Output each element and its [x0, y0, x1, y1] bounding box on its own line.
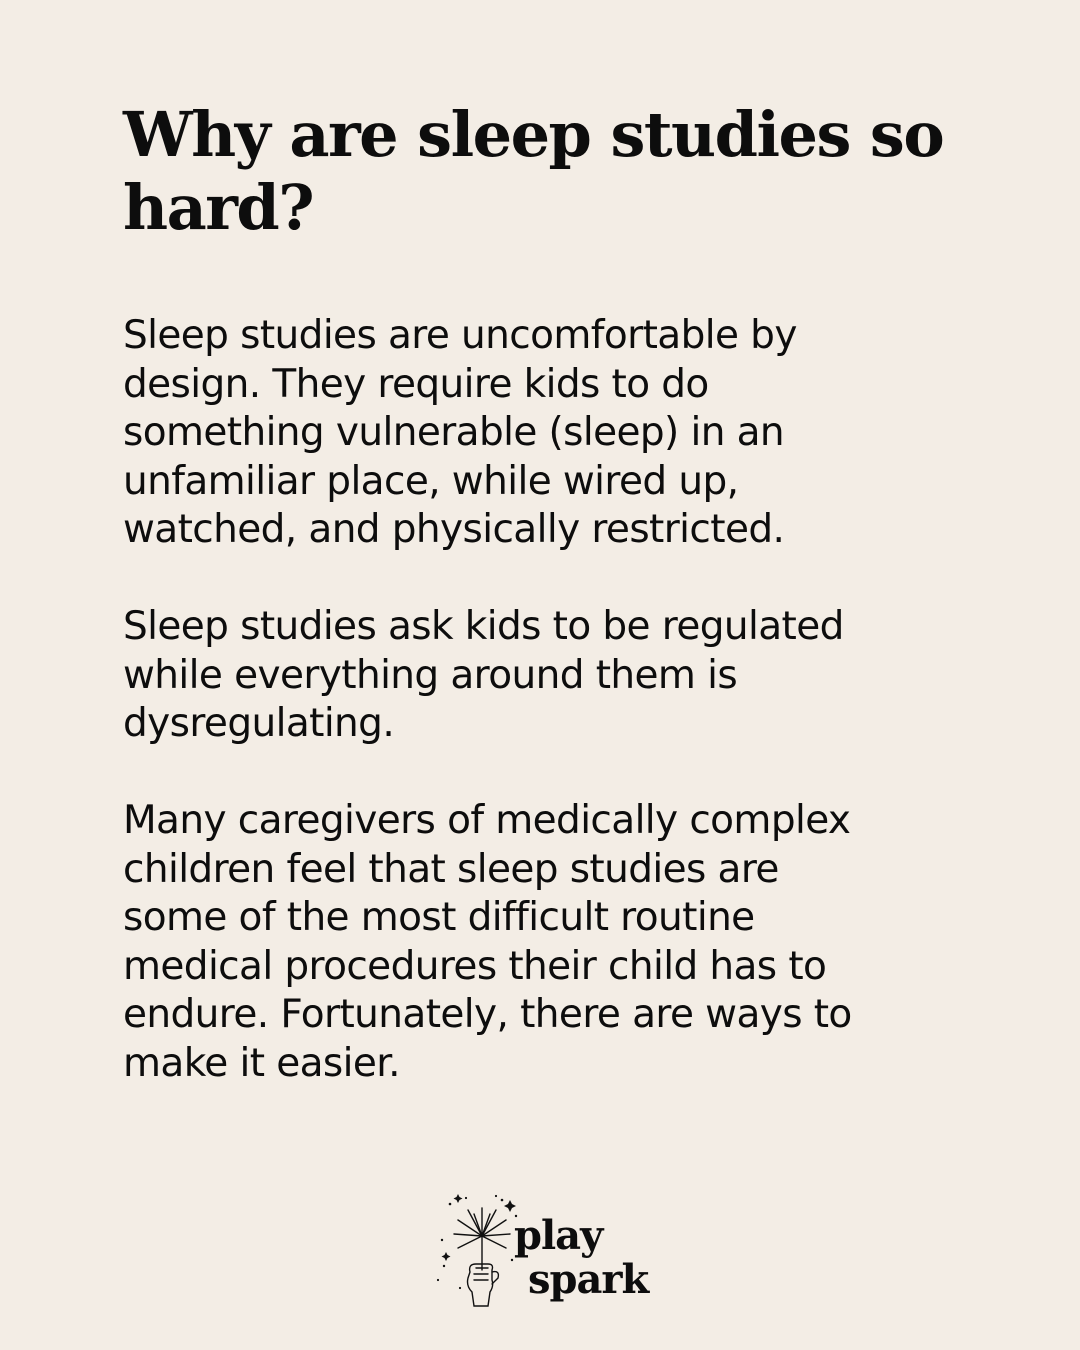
brand-logo [430, 1188, 660, 1318]
paragraph-2: Sleep studies ask kids to be regulated while everything around them is dysregulating. [123, 604, 844, 746]
paragraph-3: Many caregivers of medically complex children feel that sleep studies are some of the most difficult routine medical procedures their child has to endure. Fortunately, there are ways to make it easier. [123, 798, 852, 1086]
page-title: Why are sleep studies so hard? [123, 98, 944, 244]
body-text [123, 312, 983, 1137]
hand-holding-sparkler-icon [430, 1188, 525, 1313]
logo-word-play: play [514, 1212, 603, 1259]
logo-word-spark: spark [528, 1256, 649, 1303]
paragraph-1: Sleep studies are uncomfortable by design. They require kids to do something vulnerable (sleep) in an unfamiliar place, while wired up, watched, and physically restricted. [123, 313, 797, 552]
